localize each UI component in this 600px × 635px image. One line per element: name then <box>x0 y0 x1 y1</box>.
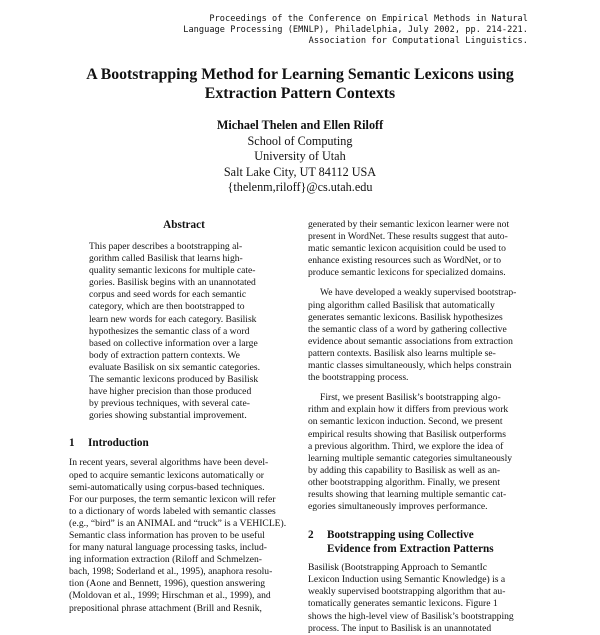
section-1-body <box>69 457 299 614</box>
section-2-heading <box>308 528 540 556</box>
abstract-line: body of extraction pattern contexts. We <box>89 349 240 361</box>
abstract-line: The semantic lexicons produced by Basilisk <box>89 374 259 386</box>
body-line: produce semantic lexicons for specialized domains. <box>308 267 506 279</box>
abstract-line: by previous techniques, with several cate- <box>89 398 250 410</box>
body-line: shows the high-level view of Basilisk’s bootstrapping <box>308 610 514 622</box>
body-line: In recent years, several algorithms have been devel- <box>69 457 269 469</box>
body-line: matic semantic lexicon acquisition could be used to <box>308 243 506 255</box>
body-line: learning multiple semantic categories simultaneously <box>308 452 513 464</box>
body-line: tomatically generates semantic lexicons. Figure 1 <box>308 598 498 610</box>
body-line: weakly supervised bootstrapping algorithm that au- <box>308 586 506 598</box>
abstract-line: corpus and seed words for each semantic <box>89 289 247 301</box>
title-line: Extraction Pattern Contexts <box>204 84 396 102</box>
section-number: 1 <box>69 437 75 450</box>
body-line: prepositional phrase attachment (Brill and Resnik, <box>69 602 262 614</box>
intro-paragraph-basilisk <box>308 287 540 384</box>
body-line: by adding this capability to Basilisk as well as an- <box>308 464 501 476</box>
abstract-line: gorithm called Basilisk that learns high- <box>89 253 243 265</box>
body-line: enhance existing resources such as WordNet, or to <box>308 255 501 267</box>
body-line: bach, 1998; Soderland et al., 1995), anaphora resolu- <box>69 566 273 578</box>
proceedings-line: Association for Computational Linguistics. <box>308 36 528 46</box>
body-line: on semantic lexicon induction. Second, we present <box>308 416 503 428</box>
proceedings-header <box>108 14 528 47</box>
body-line: oped to acquire semantic lexicons automatically or <box>69 469 265 481</box>
body-line: For our purposes, the term semantic lexicon will refer <box>69 493 276 505</box>
body-line: Lexicon Induction using Semantic Knowledge) is a <box>308 574 506 586</box>
body-line: generated by their semantic lexicon learner were not <box>308 219 510 230</box>
body-line: We have developed a weakly supervised bootstrap- <box>320 287 517 299</box>
author-block <box>100 118 500 196</box>
body-line: rithm and explain how it differs from previous work <box>308 404 509 416</box>
proceedings-line: Proceedings of the Conference on Empirical Methods in Natural <box>209 14 528 24</box>
paper-title <box>40 66 560 103</box>
abstract-line: gories showing substantial improvement. <box>89 410 247 422</box>
affiliation-line: Salt Lake City, UT 84112 USA <box>223 164 377 179</box>
body-line: generates semantic lexicons. Basilisk hypothesizes <box>308 311 503 323</box>
section-title: Introduction <box>88 437 149 450</box>
body-line: evidence about semantic associations from extraction <box>308 335 513 347</box>
abstract-line: category, which are then bootstrapped to <box>89 301 245 313</box>
body-line: semi-automatically using corpus-based techniques. <box>69 481 265 493</box>
abstract-line: This paper describes a bootstrapping al- <box>89 241 243 252</box>
body-line: Semantic class information has proven to be useful <box>69 529 265 541</box>
paragraph-gap <box>308 279 540 287</box>
body-line: (e.g., “bird” is an ANIMAL and “truck” is a VEHICLE). <box>69 517 287 529</box>
abstract-line: based on collective information over a large <box>89 337 258 349</box>
abstract-line: gories. Basilisk begins with an unannotated <box>89 277 256 289</box>
body-line: for many natural language processing tasks, includ- <box>69 542 267 554</box>
body-line: other bootstrapping algorithm. Finally, we present <box>308 476 501 488</box>
body-line: ping algorithm called Basilisk that automatically <box>308 299 495 311</box>
body-line: (Moldovan et al., 1999; Hirschman et al., 1999), and <box>69 590 271 602</box>
abstract-line: hypothesizes the semantic class of a word <box>89 325 250 337</box>
paragraph-gap <box>308 384 540 392</box>
section-title <box>327 528 494 556</box>
body-line: First, we present Basilisk’s bootstrapping algo- <box>320 392 501 404</box>
body-line: the semantic class of a word by gathering collective <box>308 323 507 335</box>
title-line: A Bootstrapping Method for Learning Semantic Lexicons using <box>86 66 514 83</box>
section-title-line: Evidence from Extraction Patterns <box>327 543 494 556</box>
abstract-heading: Abstract <box>163 219 205 231</box>
intro-paragraph-continued <box>308 219 540 279</box>
body-line: process. The input to Basilisk is an unannotated <box>308 622 492 634</box>
body-line: results showing that learning multiple semantic cat- <box>308 488 507 500</box>
author-names: Michael Thelen and Ellen Riloff <box>216 118 384 132</box>
body-line: to a dictionary of words labeled with semantic classes <box>69 505 276 517</box>
body-line: empirical results showing that Basilisk outperforms <box>308 428 506 440</box>
body-line: egories simultaneously improves performance. <box>308 501 488 513</box>
body-line: a previous algorithm. Third, we explore the idea of <box>308 440 504 452</box>
body-line: pattern contexts. Basilisk also learns multiple se- <box>308 347 496 359</box>
section-number: 2 <box>308 529 314 542</box>
body-line: mantic classes simultaneously, which helps constrain <box>308 360 512 372</box>
body-line: ing information extraction (Riloff and Schmelzen- <box>69 554 262 566</box>
affiliation-line: University of Utah <box>254 149 346 164</box>
body-line: tion (Aone and Bennett, 1996), question answering <box>69 578 266 590</box>
abstract-line: have higher precision than those produced <box>89 386 252 398</box>
body-line: present in WordNet. These results suggest that auto- <box>308 231 508 243</box>
body-line: Basilisk (Bootstrapping Approach to SemantIc <box>308 562 488 574</box>
right-column <box>308 219 540 635</box>
abstract-line: evaluate Basilisk on six semantic categories. <box>89 361 261 373</box>
abstract-body <box>69 241 299 422</box>
left-column <box>69 218 299 615</box>
author-email: {thelenm,riloff}@cs.utah.edu <box>227 180 373 195</box>
abstract-line: learn new words for each category. Basilisk <box>89 313 257 325</box>
section-title-line: Bootstrapping using Collective <box>327 529 474 542</box>
abstract-line: quality semantic lexicons for multiple cate- <box>89 265 256 277</box>
body-line: the bootstrapping process. <box>308 372 409 384</box>
affiliation-line: School of Computing <box>247 133 353 148</box>
section-1-heading <box>69 436 299 450</box>
section-2-body <box>308 562 540 635</box>
intro-paragraph-contributions <box>308 392 540 513</box>
proceedings-line: Language Processing (EMNLP), Philadelphia, July 2002, pp. 214-221. <box>183 25 528 35</box>
